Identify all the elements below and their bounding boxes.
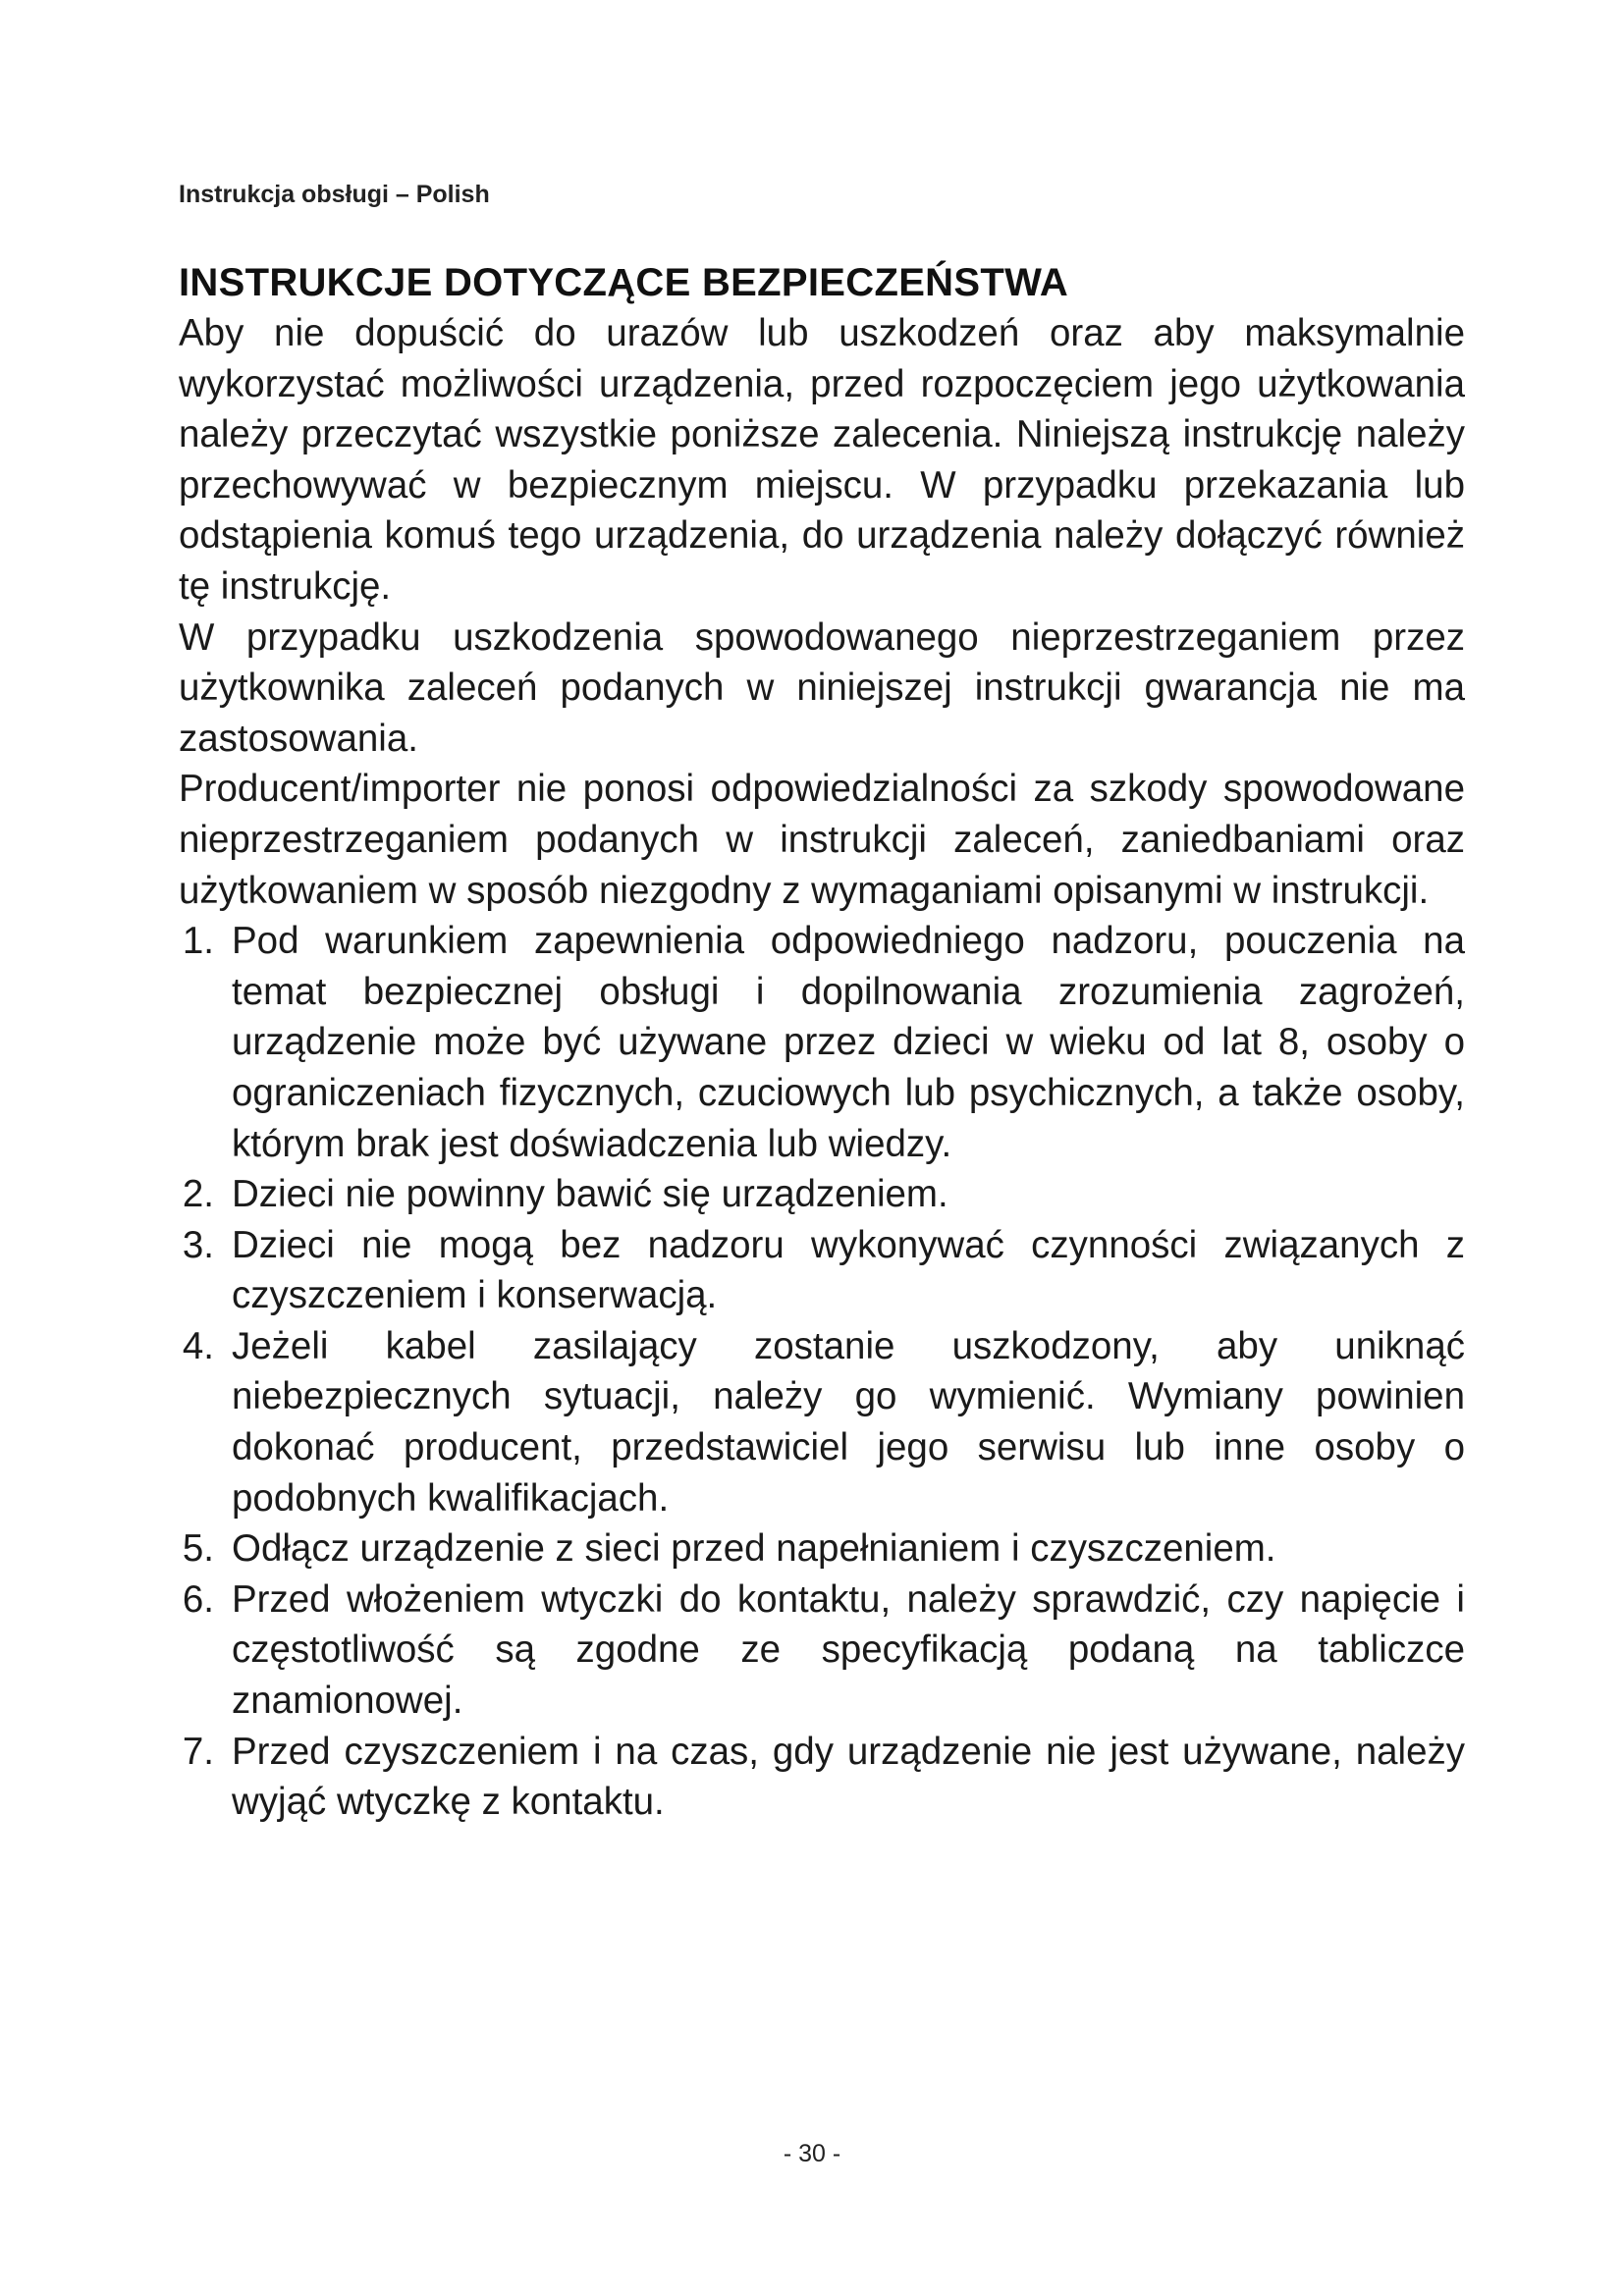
list-item-text: Dzieci nie powinny bawić się urządzeniem.: [232, 1173, 948, 1216]
list-item: [179, 916, 1465, 1169]
list-item-text: Przed włożeniem wtyczki do kontaktu, należy sprawdzić, czy napięcie i częstotliwość są zgodne ze specyfikacją podaną na tabliczce znamionowej.: [232, 1577, 1465, 1723]
list-item-text: Jeżeli kabel zasilający zostanie uszkodzony, aby uniknąć niebezpiecznych sytuacji, należy go wymienić. Wymiany powinien dokonać producent, przedstawiciel jego serwisu lub inne osoby o podobnych kwalifikacjach.: [232, 1324, 1465, 1520]
list-item: [179, 1727, 1465, 1828]
safety-instructions-section: [179, 257, 1465, 1828]
list-item-number: 1.: [182, 920, 214, 963]
list-item-text: Pod warunkiem zapewnienia odpowiedniego nadzoru, pouczenia na temat bezpiecznej obsługi i dopilnowania zrozumienia zagrożeń, urządzenie może być używane przez dzieci w wieku od lat 8, osoby o ograniczeniach fizycznych, czuciowych lub psychicznych, a także osoby, którym brak jest doświadczenia lub wiedzy.: [232, 920, 1465, 1165]
list-item-number: 3.: [182, 1223, 214, 1266]
list-item: [179, 1169, 1465, 1220]
section-title: INSTRUKCJE DOTYCZĄCE BEZPIECZEŃSTWA: [179, 261, 1069, 304]
list-item: [179, 1321, 1465, 1523]
list-item-number: 4.: [182, 1324, 214, 1367]
list-item-number: 6.: [182, 1577, 214, 1621]
liability-paragraph: Producent/importer nie ponosi odpowiedzialności za szkody spowodowane nieprzestrzeganiem podanych w instrukcji zaleceń, zaniedbaniami oraz użytkowaniem w sposób niezgodny z wymaganiami opisanymi w instrukcji.: [179, 768, 1465, 912]
warranty-paragraph: W przypadku uszkodzenia spowodowanego nieprzestrzeganiem przez użytkownika zaleceń podanych w niniejszej instrukcji gwarancja nie ma zastosowania.: [179, 615, 1465, 760]
list-item: [179, 1575, 1465, 1727]
page-number: - 30 -: [783, 2140, 841, 2167]
list-item-number: 5.: [182, 1527, 214, 1571]
list-item-text: Dzieci nie mogą bez nadzoru wykonywać czynności związanych z czyszczeniem i konserwacją.: [232, 1223, 1465, 1317]
list-item-text: Odłącz urządzenie z sieci przed napełnianiem i czyszczeniem.: [232, 1527, 1276, 1571]
list-item-text: Przed czyszczeniem i na czas, gdy urządzenie nie jest używane, należy wyjąć wtyczkę z kontaktu.: [232, 1730, 1465, 1824]
list-item-number: 2.: [182, 1173, 214, 1216]
running-header: Instrukcja obsługi – Polish: [179, 181, 490, 208]
intro-paragraph: Aby nie dopuścić do urazów lub uszkodzeń oraz aby maksymalnie wykorzystać możliwości urządzenia, przed rozpoczęciem jego użytkowania należy przeczytać wszystkie poniższe zalecenia. Niniejszą instrukcję należy przechowywać w bezpiecznym miejscu. W przypadku przekazania lub odstąpienia komuś tego urządzenia, do urządzenia należy dołączyć również tę instrukcję.: [179, 312, 1465, 608]
safety-list: [179, 916, 1465, 1828]
list-item: [179, 1220, 1465, 1321]
list-item: [179, 1523, 1465, 1575]
list-item-number: 7.: [182, 1730, 214, 1773]
